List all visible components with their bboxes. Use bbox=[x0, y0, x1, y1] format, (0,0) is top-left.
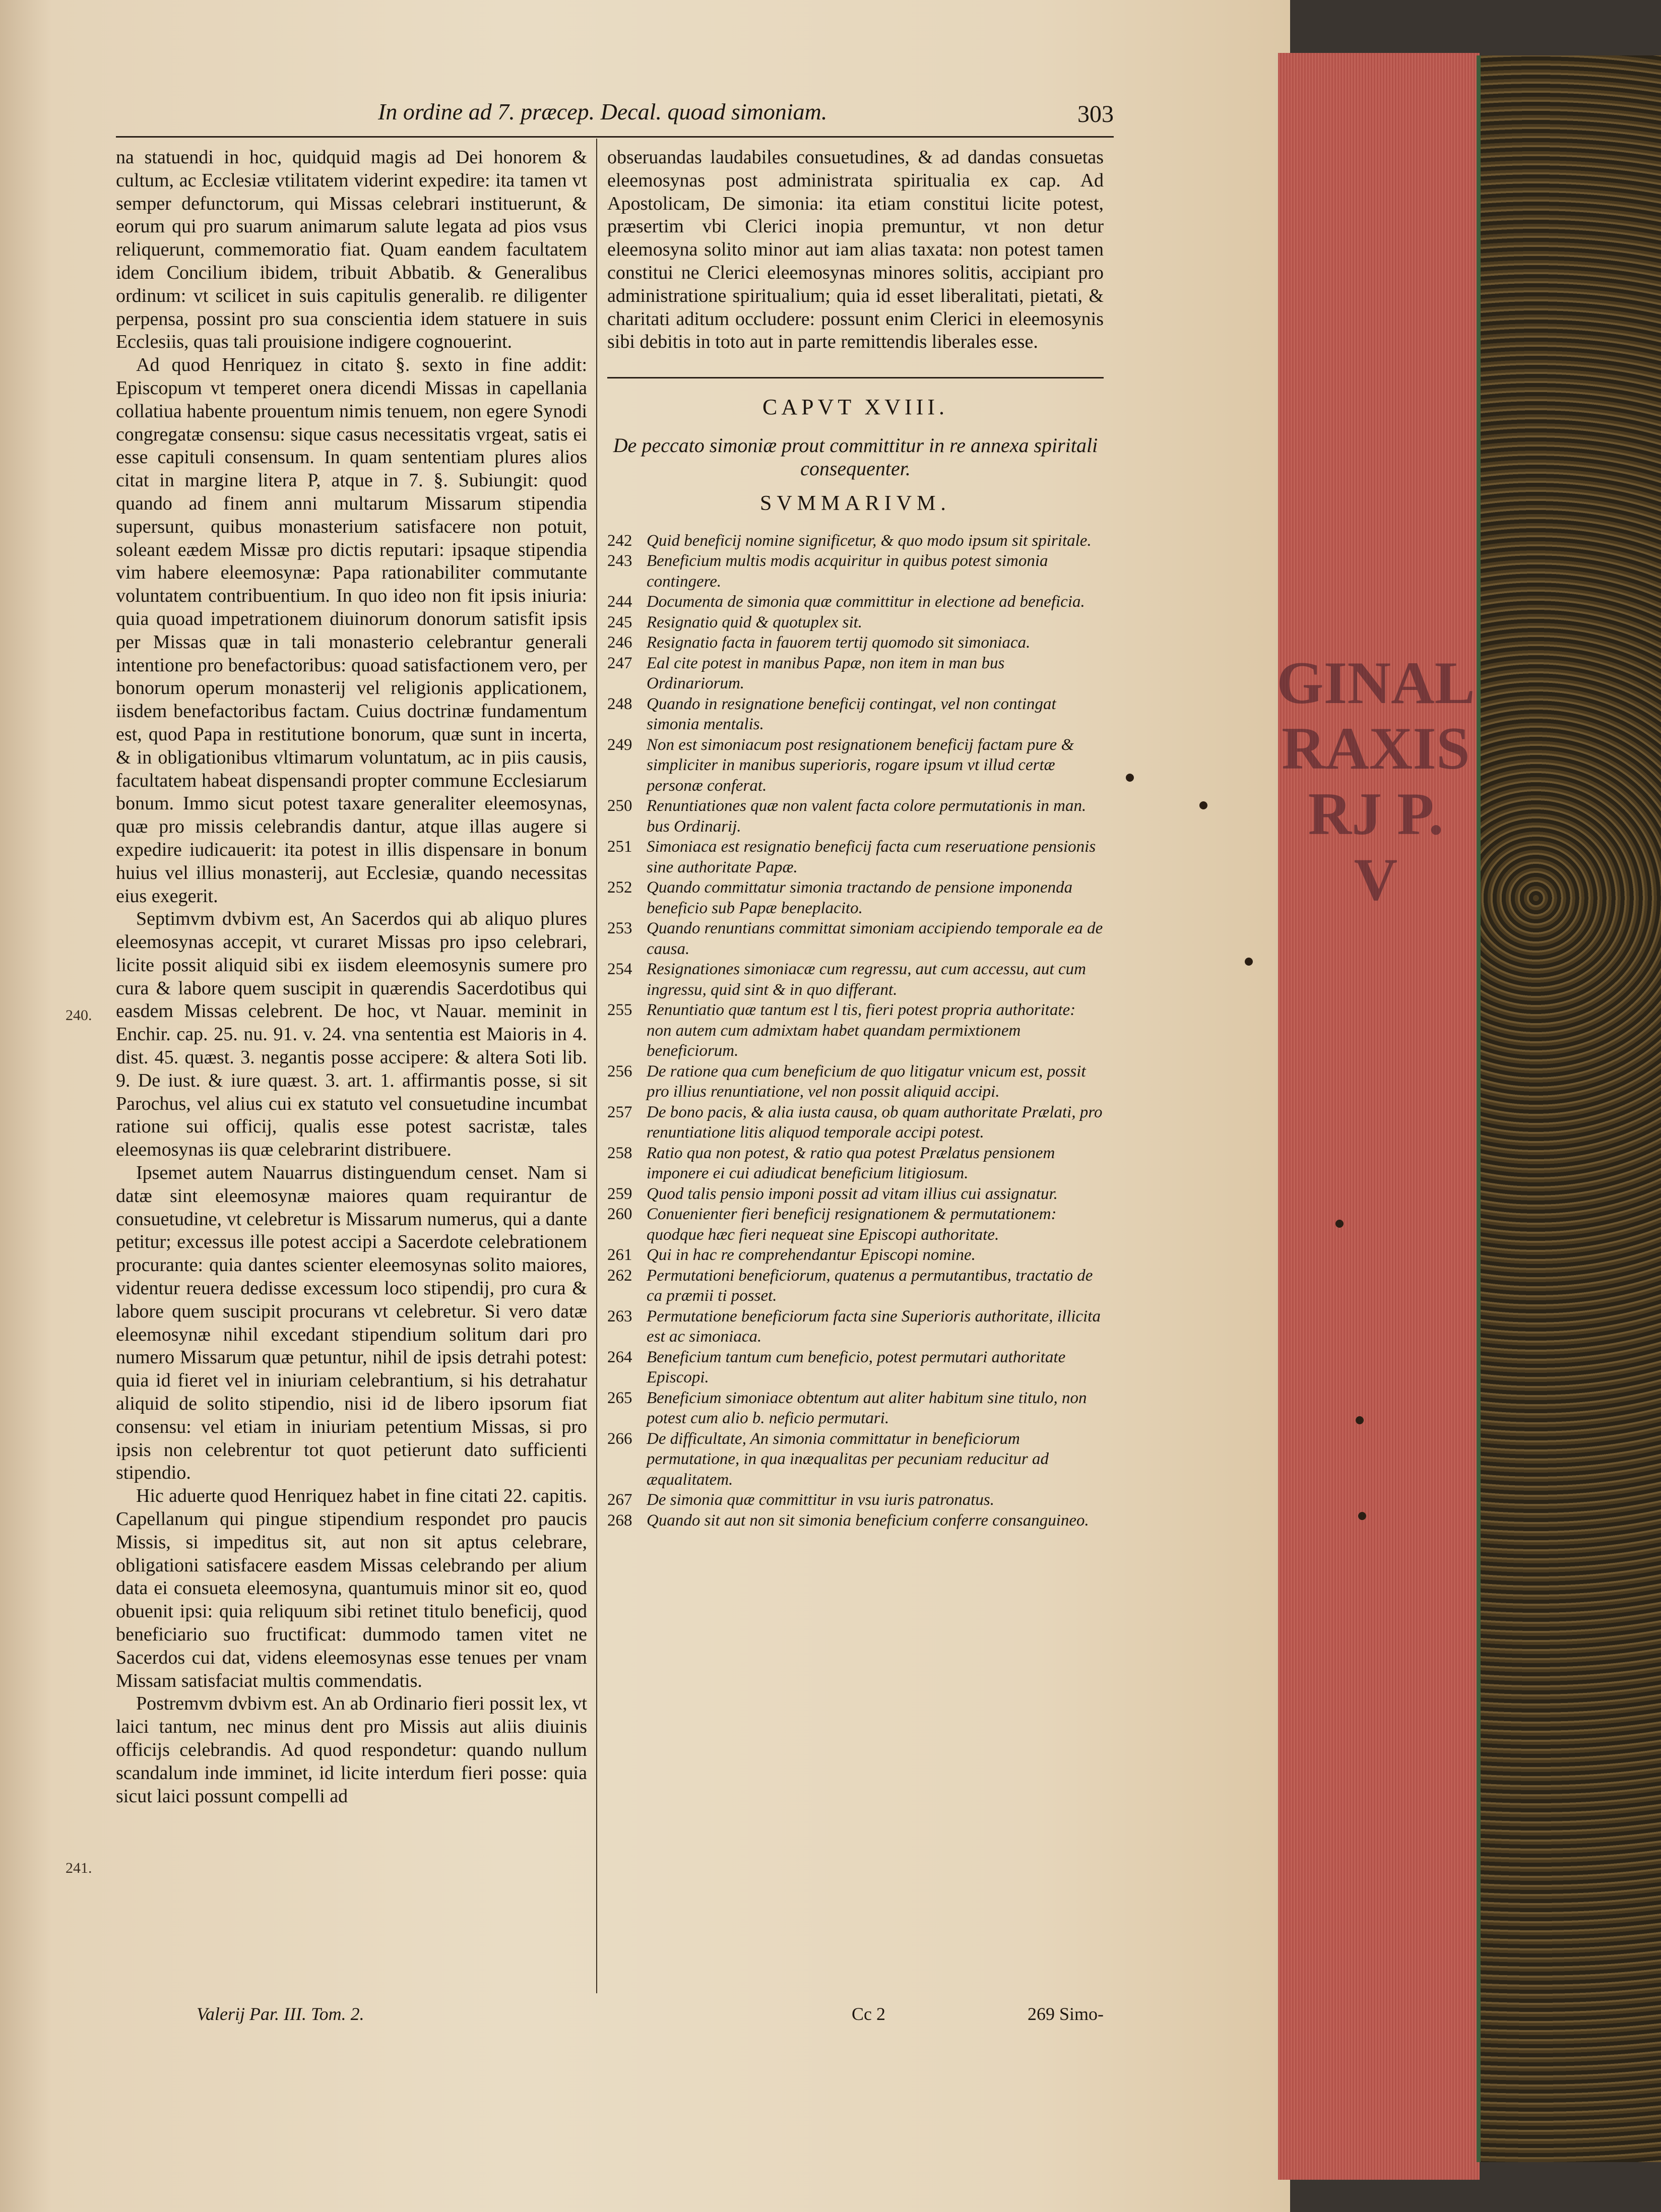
summary-item bbox=[607, 877, 1104, 918]
summary-item-number: 262 bbox=[607, 1266, 632, 1285]
summary-item-text: De bono pacis, & alia iusta causa, ob quam authoritate Prælati, pro renuntiatione litis aliquod temporale accipi potest. bbox=[647, 1103, 1103, 1142]
summary-list bbox=[607, 531, 1104, 1531]
summary-heading: SVMMARIVM. bbox=[760, 491, 951, 515]
left-column bbox=[116, 146, 587, 1808]
wormhole bbox=[1358, 1512, 1366, 1520]
summary-item-text: Quid beneficij nomine significetur, & quo modo ipsum sit spiritale. bbox=[647, 531, 1092, 550]
paragraph: Septimvm dvbivm est, An Sacerdos qui ab aliquo plures eleemosynas accepit, vt curaret Missas pro ipso celebrari, licite possit aliquid sibi ex iisdem eleemosynis sumere pro cura & labore quem suscipit in quærendis Sacerdotibus qui easdem Missas celebrent. De hoc, vt Nauar. meminit in Enchir. cap. 25. nu. 91. v. 24. vna sententia est Maioris in 4. dist. 45. quæst. 3. negantis posse accipere: & altera Soti lib. 9. De iust. & iure quæst. 3. art. 1. affirmantis posse, si sit Parochus, vel alius cui ex statuto vel consuetudine incumbat ratione sui officij, qualis esse potest sacristæ, tales eleemosynas iis quæ celebrarint distribuere. bbox=[116, 908, 587, 1161]
footer-title: Valerij Par. III. Tom. 2. bbox=[197, 2004, 364, 2024]
summary-item-number: 249 bbox=[607, 735, 632, 754]
summary-item-text: Documenta de simonia quæ committitur in electione ad beneficia. bbox=[647, 593, 1085, 611]
summary-item bbox=[607, 1510, 1104, 1531]
summary-item bbox=[607, 1429, 1104, 1490]
chapter-title: De peccato simoniæ prout committitur in re annexa spiritali consequenter. bbox=[613, 433, 1098, 480]
summary-item-number: 254 bbox=[607, 960, 632, 979]
summary-item-text: Resignatio facta in fauorem tertij quomodo sit simoniaca. bbox=[647, 634, 1031, 652]
summary-item-number: 259 bbox=[607, 1184, 632, 1203]
summary-item bbox=[607, 633, 1104, 653]
summary-item bbox=[607, 1102, 1104, 1143]
paragraph: Hic aduerte quod Henriquez habet in fine citati 22. capitis. Capellanum qui pingue stipendium respondet pro paucis Missis, si impeditus sit, aut non sit aptus celebrare, obligationi satisfacere easdem Missas celebrando per alium data ei consueta eleemosyna, quantumuis minor sit eo, quod obuenit ipsi: quia reliquum sibi retinet titulo beneficij, quod beneficiario suo fructificat: dummodo tamen vitet ne Sacerdos cui dat, videns eleemosynas esse tenues per vnam Missam satisfaciat multis commendatis. bbox=[116, 1485, 587, 1691]
summary-item-text: Ratio qua non potest, & ratio qua potest Prælatus pensionem imponere ei cui adiudicat beneficium litigiosum. bbox=[647, 1144, 1055, 1183]
summary-item-number: 243 bbox=[607, 552, 632, 571]
summary-item bbox=[607, 1061, 1104, 1102]
page-number: 303 bbox=[1077, 101, 1114, 128]
summary-item-number: 252 bbox=[607, 878, 632, 897]
summary-item-text: Eal cite potest in manibus Papæ, non item in man bus Ordinariorum. bbox=[647, 654, 1005, 693]
page-header bbox=[116, 98, 1114, 134]
summary-item bbox=[607, 653, 1104, 694]
summary-item-number: 258 bbox=[607, 1144, 632, 1162]
wormhole bbox=[1126, 774, 1134, 782]
summary-item-text: Quando sit aut non sit simonia beneficium conferre consanguineo. bbox=[647, 1511, 1089, 1530]
margin-number: 240. bbox=[66, 1007, 92, 1024]
summary-item bbox=[607, 1245, 1104, 1266]
summary-item-number: 265 bbox=[607, 1388, 632, 1407]
wormhole bbox=[1356, 1416, 1364, 1424]
summary-item-number: 266 bbox=[607, 1429, 632, 1448]
summary-item-text: Non est simoniacum post resignationem beneficij factam pure & simpliciter in manibus superioris, rogare ipsum vt illud certæ personæ conferat. bbox=[647, 735, 1074, 795]
summary-item-number: 250 bbox=[607, 797, 632, 815]
summary-item-number: 253 bbox=[607, 919, 632, 938]
summary-item-text: Renuntiationes quæ non valent facta colore permutationis in man. bus Ordinarij. bbox=[647, 797, 1087, 836]
summary-item bbox=[607, 1266, 1104, 1306]
wormhole bbox=[1245, 958, 1253, 966]
summary-item-text: Quod talis pensio imponi possit ad vitam illius cui assignatur. bbox=[647, 1184, 1058, 1203]
summary-item bbox=[607, 796, 1104, 837]
summary-item-text: De difficultate, An simonia committatur in beneficiorum permutatione, in qua inæqualitas per pecuniam reducitur ad æqualitatem. bbox=[647, 1429, 1049, 1489]
summary-item-text: Quando committatur simonia tractando de pensione imponenda beneficio sub Papæ beneplacito. bbox=[647, 878, 1073, 917]
summary-item-number: 257 bbox=[607, 1103, 632, 1121]
summary-item-number: 255 bbox=[607, 1001, 632, 1020]
column-divider bbox=[596, 139, 597, 1993]
summary-item-text: Beneficium simoniace obtentum aut aliter habitum sine titulo, non potest cum alio b. neficio permutari. bbox=[647, 1388, 1087, 1428]
paragraph: na statuendi in hoc, quidquid magis ad Dei honorem & cultum, ac Ecclesiæ vtilitatem viderint expedire: ita tamen vt semper defunctorum, qui Missas celebrari instituerunt, & eorum qui pro suarum animarum salute legata ad pios vsus reliquerunt, commemoratio fiat. Quam eandem facultatem idem Concilium ibidem, tribuit Abbatib. & Generalibus ordinum: vt scilicet in suis capitulis generalib. re diligenter perpensa, possint pro sua conscientia idem statuere in suis Ecclesiis, quas tali prouisione indigere cognouerint. bbox=[116, 147, 587, 353]
summary-item bbox=[607, 694, 1104, 735]
right-column bbox=[607, 146, 1104, 1531]
summary-item-number: 245 bbox=[607, 613, 632, 631]
summary-item bbox=[607, 1388, 1104, 1429]
section-rule bbox=[607, 377, 1104, 378]
signature-mark: Cc 2 bbox=[852, 2004, 885, 2024]
summary-item bbox=[607, 1204, 1104, 1245]
summary-item bbox=[607, 1184, 1104, 1205]
summary-item-number: 242 bbox=[607, 531, 632, 550]
margin-number: 241. bbox=[66, 1860, 92, 1876]
summary-item-text: De ratione qua cum beneficium de quo litigatur vnicum est, possit pro illius renuntiatione, vel non possit aliquid accipi. bbox=[647, 1062, 1086, 1101]
summary-item-text: Quando renuntians committat simoniam accipiendo temporale ea de causa. bbox=[647, 919, 1103, 958]
paragraph: Postremvm dvbivm est. An ab Ordinario fieri possit lex, vt laici tantum, nec minus dent pro Missis aut aliis diuinis officijs celebrandis. Ad quod respondetur: quando nullum scandalum inde imminet, id licite interdum fieri posse: quia sicut laici possunt compelli ad bbox=[116, 1693, 587, 1807]
summary-item-text: Conuenienter fieri beneficij resignationem & permutationem: quodque hæc fieri nequeat sine Episcopi authoritate. bbox=[647, 1205, 1057, 1244]
summary-item-number: 263 bbox=[607, 1307, 632, 1325]
summary-item bbox=[607, 612, 1104, 633]
wormhole bbox=[1199, 801, 1207, 809]
red-page-edges bbox=[1275, 53, 1480, 2180]
summary-item-text: Quando in resignatione beneficij contingat, vel non contingat simonia mentalis. bbox=[647, 694, 1056, 734]
summary-item bbox=[607, 1347, 1104, 1388]
summary-item bbox=[607, 531, 1104, 551]
summary-item bbox=[607, 837, 1104, 877]
marbled-cover-board bbox=[1477, 55, 1661, 2162]
summary-item bbox=[607, 592, 1104, 612]
summary-item-text: De simonia quæ committitur in vsu iuris patronatus. bbox=[647, 1491, 994, 1509]
running-head: In ordine ad 7. præcep. Decal. quoad simoniam. bbox=[378, 99, 827, 124]
summary-item bbox=[607, 918, 1104, 959]
summary-item-text: Permutationi beneficiorum, quatenus a permutantibus, tractatio de ca præmii ti posset. bbox=[647, 1266, 1093, 1305]
summary-item bbox=[607, 1143, 1104, 1184]
catchword: 269 Simo- bbox=[1027, 2004, 1104, 2024]
summary-item-number: 251 bbox=[607, 838, 632, 856]
summary-item-number: 261 bbox=[607, 1246, 632, 1265]
page-footer bbox=[197, 2003, 1104, 2029]
summary-item-text: Resignationes simoniacæ cum regressu, aut cum accessu, aut cum ingressu, quid sint & in quo differant. bbox=[647, 960, 1086, 999]
summary-item-text: Renuntiatio quæ tantum est l tis, fieri potest propria authoritate: non autem cum admixtam habet quandam permixtionem beneficiorum. bbox=[647, 1001, 1076, 1060]
summary-item bbox=[607, 735, 1104, 796]
summary-item-number: 268 bbox=[607, 1511, 632, 1530]
paragraph: Ad quod Henriquez in citato §. sexto in fine addit: Episcopum vt temperet onera dicendi Missas in capellania collatiua habente prouentum nimis tenuem, non egere Synodi congregatæ consensu: sique casus necessitatis vrgeat, satis ei esse capituli consensum. In quam sententiam plures alios citat in margine litera P, atque in 7. §. Subiungit: quod quando ad finem anni multarum Missarum stipendia supersunt, quibus monasterium satisfacere non potuit, soleant eædem Missæ pro dictis reputari: ipsaque stipendia vim habere eleemosynæ: Papa rationabiliter commutante voluntatem contribuentium. In quo ideo non fit ipsis iniuria: quia quoad impetrationem diuinorum donorum satisfit ipsis per Missas quæ in tali monasterio celebrantur generali intentione pro benefactoribus: quoad satisfactionem vero, per bonorum operum monasterij vel religionis applicationem, iisdem benefactoribus factam. Cuius doctrinæ fundamentum est, quod Papa in restitutione bonorum, quæ sunt in incerta, & in obligationibus vltimarum voluntatum, ac in piis causis, facultatem habeat dispensandi propter commune Ecclesiarum bonum. Immo sicut potest taxare generaliter eleemosynas, quæ pro missis celebrandis dantur, atque illas augere si expedire iudicauerit: ita potest in illis dispensare in bonum huius vel illius monasterij, aut Ecclesiæ, quando necessitas eius exegerit. bbox=[116, 354, 587, 907]
summary-item bbox=[607, 959, 1104, 1000]
summary-item-text: Simoniaca est resignatio beneficij facta cum reseruatione pensionis sine authoritate Papæ. bbox=[647, 838, 1096, 876]
summary-item-text: Resignatio quid & quotuplex sit. bbox=[647, 613, 863, 631]
summary-item-number: 264 bbox=[607, 1348, 632, 1366]
summary-item bbox=[607, 551, 1104, 592]
wormhole bbox=[1335, 1220, 1344, 1228]
summary-item-number: 246 bbox=[607, 634, 632, 652]
paragraph: Ipsemet autem Nauarrus distinguendum censet. Nam si datæ sint eleemosynæ maiores quam requirantur de consuetudine, vt celebretur is Missarum numerus, qui a dante petitur; excessus ille potest accipi a Sacerdote celebrationem procurante: quia dantes scienter eleemosynas solito maiores, videntur reuera dedisse excessum loco stipendij, pro cura & labore quem suscipit procurans vt celebretur. Si vero datæ eleemosynæ nihil excedant stipendium solitum dari pro numero Missarum quæ petuntur, nihil de ipsis detrahi potest: quia id fieret vel in iniuriam celebrantium, si his detrahatur aliquid de solito stipendio, nisi id de libero ipsorum fiat consensu: vel etiam in iniuriam petentium Missas, si pro ipsis non celebrentur tot quot petierunt dato sufficienti stipendio. bbox=[116, 1162, 587, 1484]
summary-item-number: 267 bbox=[607, 1491, 632, 1509]
summary-item bbox=[607, 1306, 1104, 1347]
summary-item bbox=[607, 1490, 1104, 1510]
library-stamp: GINAL RAXIS RJ P. V bbox=[1276, 649, 1475, 913]
summary-item-text: Qui in hac re comprehendantur Episcopi nomine. bbox=[647, 1246, 976, 1265]
paragraph: obseruandas laudabiles consuetudines, & ad dandas consuetas eleemosynas post administrata spiritualia ex cap. Ad Apostolicam, De simonia: ita etiam constitui licite potest, præsertim vbi Clerici inopia premuntur, vt non detur eleemosyna solito minor aut iam alias taxata: non potest tamen constitui ne Clerici eleemosynas minores solitis, accipiant pro administratione spiritualium; quia id esset liberalitati, pietati, & charitati aditum occludere: possunt enim Clerici in eleemosynis sibi debitis in toto aut in parte remittendis liberales esse. bbox=[607, 147, 1104, 353]
summary-item-text: Beneficium multis modis acquiritur in quibus potest simonia contingere. bbox=[647, 552, 1048, 591]
summary-item-number: 244 bbox=[607, 593, 632, 611]
summary-item-number: 248 bbox=[607, 694, 632, 713]
summary-item-text: Beneficium tantum cum beneficio, potest permutari authoritate Episcopi. bbox=[647, 1348, 1066, 1387]
summary-item bbox=[607, 1000, 1104, 1061]
summary-item-number: 260 bbox=[607, 1205, 632, 1224]
summary-item-number: 247 bbox=[607, 654, 632, 672]
header-rule bbox=[116, 136, 1114, 138]
summary-item-text: Permutatione beneficiorum facta sine Superioris authoritate, illicita est ac simoniaca. bbox=[647, 1307, 1101, 1346]
chapter-heading: CAPVT XVIII. bbox=[762, 395, 948, 420]
summary-item-number: 256 bbox=[607, 1062, 632, 1081]
